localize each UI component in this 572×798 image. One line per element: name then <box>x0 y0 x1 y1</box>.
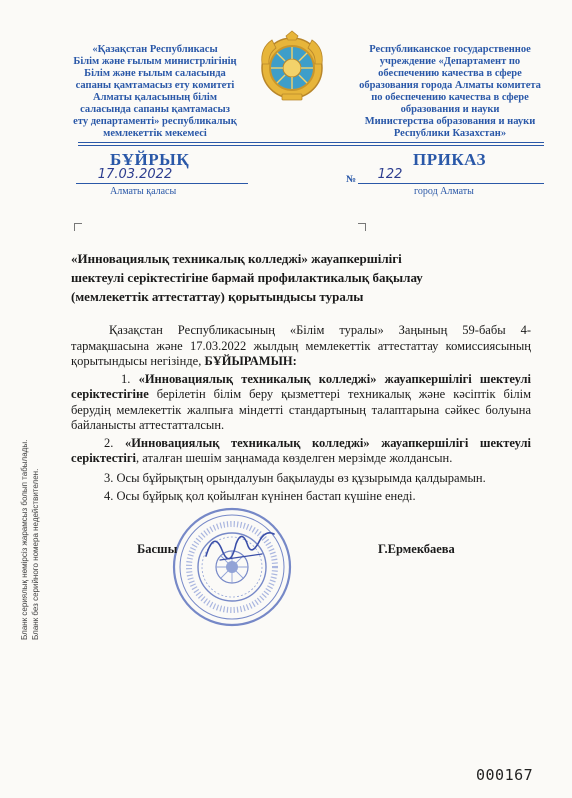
order-number-handwritten: 122 <box>377 167 403 182</box>
preamble-paragraph <box>71 323 531 370</box>
blank-note-kazakh: Бланк сериялық нөмірсіз жарамсыз болып табылады. <box>20 439 29 640</box>
number-underline <box>358 183 544 184</box>
clause-1-text: берілетін білім беру қызметтері техникалық және кәсіптік білім берудің мемлекеттік жалпыға міндетті стандартының талаптарына сәйкес болуына байланысты аттестатталсын. <box>71 387 531 432</box>
city-russian: город Алматы <box>414 186 474 197</box>
header-russian-line: образования и науки <box>400 104 500 115</box>
header-divider-top <box>78 142 544 143</box>
header-kazakh <box>45 44 265 140</box>
header-kazakh-line: сапаны қамтамасыз ету комитеті <box>75 80 235 91</box>
kazakhstan-emblem-icon <box>258 30 326 102</box>
order-date-handwritten: 17.03.2022 <box>97 167 173 182</box>
order-body <box>71 323 531 505</box>
header-russian-line: по обеспечению качества в сфере <box>371 92 529 103</box>
corner-mark-left <box>74 223 82 231</box>
header-divider-bottom <box>78 145 544 146</box>
header-russian-line: Республики Казахстан» <box>393 128 507 139</box>
clause-4: 4. Осы бұйрық қол қойылған күнінен бастап күшіне енеді. <box>104 489 416 503</box>
clause-2-bold: «Инновациялық техникалық колледжі» жауапкершілігі шектеулі серіктестігі <box>71 435 532 465</box>
header-kazakh-line: саласында сапаны қамтамасыз <box>80 104 230 115</box>
header-kazakh-line: Білім және ғылым министрлігінің <box>73 56 237 67</box>
header-russian-line: образования города Алматы комитета <box>359 80 541 91</box>
city-kazakh: Алматы қаласы <box>110 186 177 197</box>
blank-serial-note <box>19 440 41 640</box>
clause-2-number: 2. <box>104 435 125 450</box>
subject-line: шектеулі серіктестігіне бармай профилактикалық бақылау <box>71 270 423 285</box>
date-underline <box>76 183 248 184</box>
subject-line: (мемлекеттік аттестаттау) қорытындысы туралы <box>71 289 364 304</box>
header-russian-line: учреждение «Департамент по <box>379 56 521 67</box>
blank-note-russian: Бланк без серийного номера недействителен. <box>31 468 40 640</box>
header-russian <box>345 44 555 140</box>
handwritten-signature-icon <box>200 520 280 570</box>
header-kazakh-line: ету департаменті» республикалық <box>73 116 237 127</box>
header-kazakh-line: мемлекеттік мекемесі <box>103 128 207 139</box>
preamble-text: Қазақстан Республикасының «Білім туралы» Заңының 59-бабы 4-тармақшасына және 17.03.2022 жылдың мемлекеттік аттестаттау комиссиясының қорытындысы негізінде, <box>71 323 531 368</box>
clause-1-number: 1. <box>121 371 139 386</box>
order-subject <box>71 249 511 306</box>
order-title-russian: ПРИКАЗ <box>413 150 486 169</box>
order-number-sign: № <box>346 174 357 185</box>
signatory-title: Басшы <box>137 542 178 556</box>
header-kazakh-line: Білім және ғылым саласында <box>84 68 226 79</box>
clause-1-bold: «Инновациялық техникалық колледжі» жауапкершілігі шектеулі серіктестігіне <box>71 371 532 401</box>
blank-serial-number: 000167 <box>476 766 534 784</box>
clause-3: 3. Осы бұйрықтың орындалуын бақылауды өз құзырымда қалдырамын. <box>104 470 486 485</box>
signatory-name: Г.Ермекбаева <box>378 542 455 556</box>
clause-2-text: , аталған шешім заңнамада көзделген мерзімде жолдансын. <box>136 451 453 465</box>
corner-mark-right <box>358 223 366 231</box>
header-kazakh-line: Алматы қаласының білім <box>93 92 217 103</box>
clause-2 <box>71 436 531 467</box>
header-russian-line: Республиканское государственное <box>369 44 531 55</box>
order-title-kazakh: БҰЙРЫҚ <box>110 150 190 169</box>
header-kazakh-line: «Қазақстан Республикасы <box>92 44 218 55</box>
header-russian-line: обеспечению качества в сфере <box>378 68 522 79</box>
subject-line: «Инновациялық техникалық колледжі» жауапкершілігі <box>71 251 402 266</box>
clause-1 <box>71 372 531 434</box>
header-russian-line: Министерства образования и науки <box>364 116 536 127</box>
order-word: БҰЙЫРАМЫН: <box>204 354 297 368</box>
